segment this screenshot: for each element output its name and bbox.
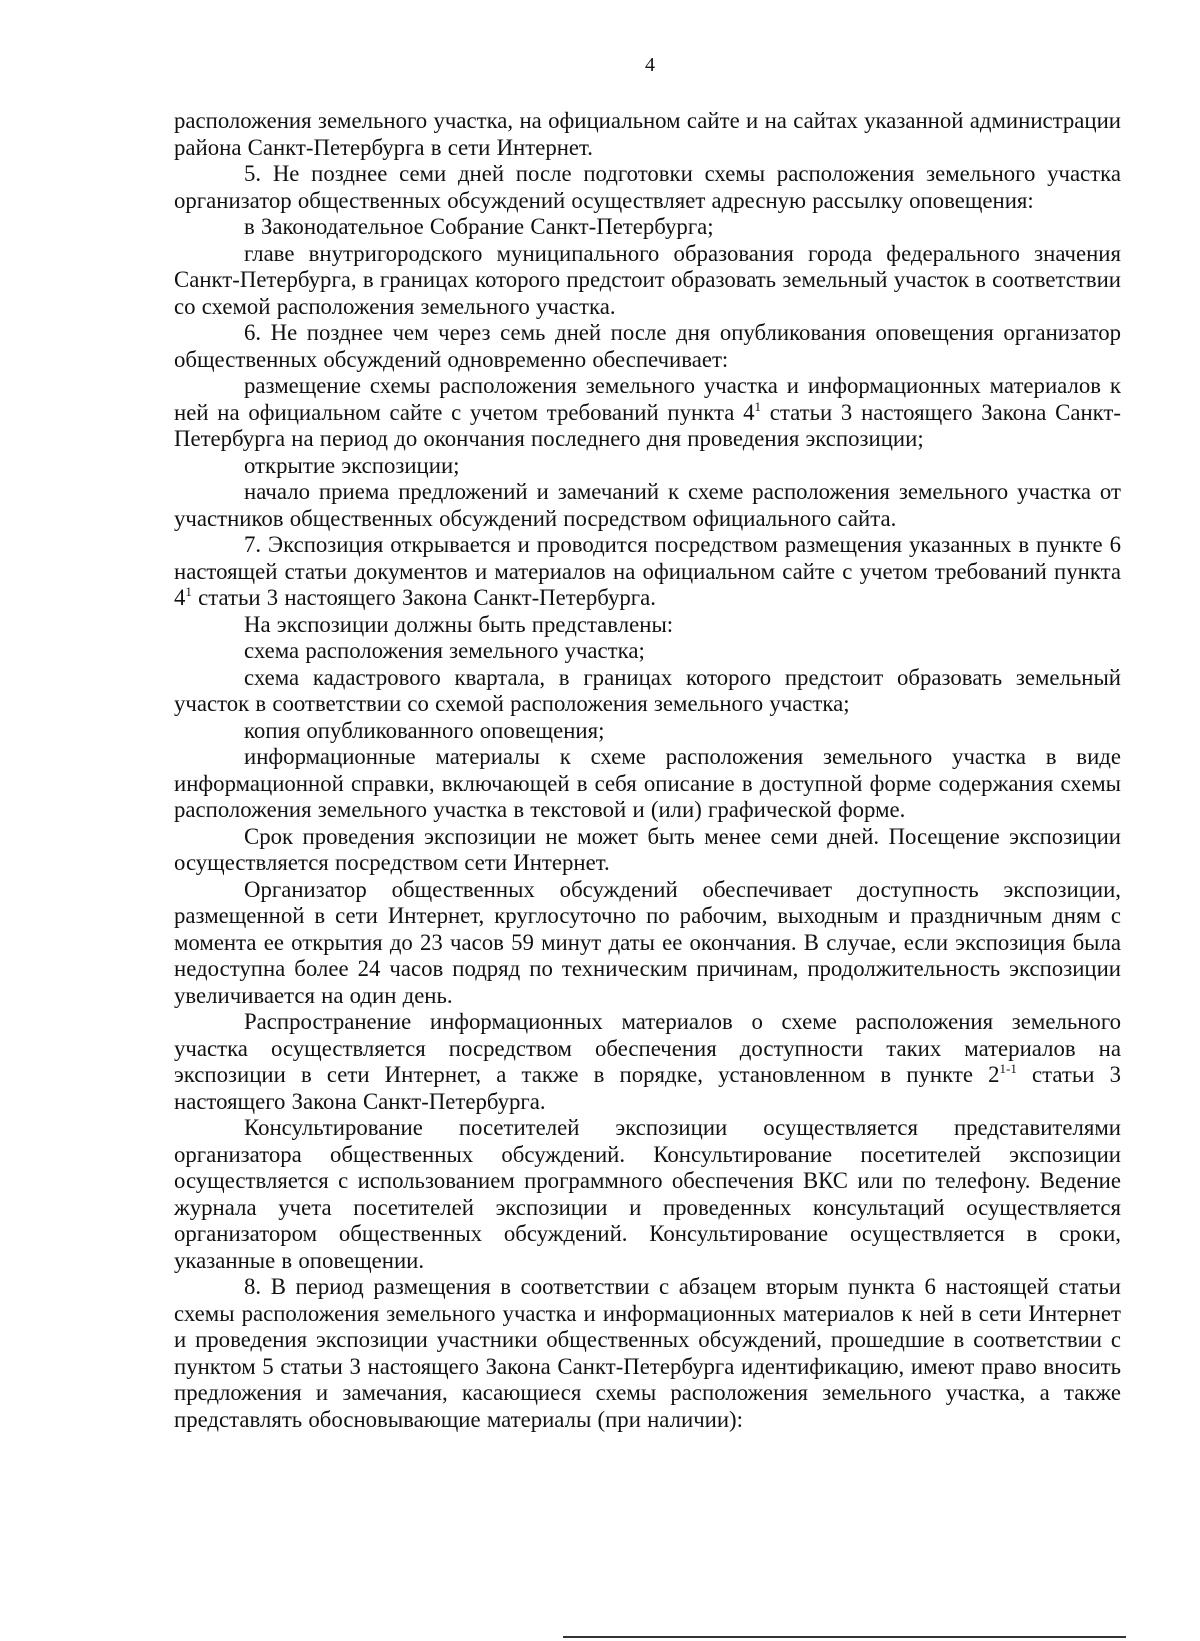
superscript: 1 (185, 584, 192, 599)
page-number: 4 (645, 54, 655, 76)
paragraph: схема кадастрового квартала, в границах которого предстоит образовать земельный участок в соответствии со схемой расположения земельного участка; (174, 664, 1121, 716)
paragraph: 5. Не позднее семи дней после подготовки схемы расположения земельного участка организатор общественных обсуждений осуществляет адресную рассылку оповещения: (174, 161, 1121, 213)
paragraph: в Законодательное Собрание Санкт-Петербурга; (244, 214, 714, 239)
superscript: 1 (754, 398, 761, 414)
paragraph: схема расположения земельного участка; (244, 638, 645, 663)
paragraph-text: статьи 3 настоящего Закона Санкт-Петербурга. (174, 1062, 1121, 1114)
paragraph: копия опубликованного оповещения; (244, 717, 605, 743)
superscript: 1-1 (999, 1061, 1017, 1076)
paragraph (174, 532, 1121, 612)
paragraph: На экспозиции должны быть представлены: (244, 611, 674, 637)
paragraph: 8. В период размещения в соответствии с абзацем вторым пункта 6 настоящей статьи схемы расположения земельного участка и информационных материалов к ней в сети Интернет и проведения экспозиции участники общественных обсуждений, прошедшие в соответствии с пунктом 5 статьи 3 настоящего Закона Санкт-Петербурга идентификацию, имеют право вносить предложения и замечания, касающиеся схемы расположения земельного участка, а также представлять обосновывающие материалы (при наличии): (174, 1274, 1121, 1432)
paragraph-text: Распространение информационных материалов о схеме расположения земельного участка осуществляется посредством обеспечения доступности таких материалов на экспозиции в сети Интернет, а также в порядке, установленном в пункте 2 (174, 1009, 1121, 1087)
paragraph: начало приема предложений и замечаний к схеме расположения земельного участка от участников общественных обсуждений посредством официального сайта. (174, 479, 1121, 531)
paragraph (174, 1009, 1121, 1115)
paragraph-text: статьи 3 настоящего Закона Санкт-Петербурга. (191, 585, 656, 610)
paragraph: расположения земельного участка, на официальном сайте и на сайтах указанной администрации района Санкт-Петербурга в сети Интернет. (174, 108, 1121, 160)
paragraph (174, 373, 1121, 453)
paragraph: информационные материалы к схеме расположения земельного участка в виде информационной справки, включающей в себя описание в доступной форме содержания схемы расположения земельного участка в текстовой и (или) графической форме. (174, 744, 1121, 822)
paragraph-text: размещение схемы расположения земельного участка и информационных материалов к ней на официальном сайте с учетом требований пункта 4 (174, 373, 1121, 425)
paragraph: главе внутригородского муниципального образования города федерального значения Санкт-Петербурга, в границах которого предстоит образовать земельный участок в соответствии со схемой расположения земельного участка. (174, 240, 1121, 319)
paragraph-text: 7. Экспозиция открывается и проводится посредством размещения указанных в пункте 6 настоящей статьи документов и материалов на официальном сайте с учетом требований пункта 4 (174, 532, 1121, 610)
document-body (174, 108, 1121, 1433)
paragraph: 6. Не позднее чем через семь дней после дня опубликования оповещения организатор общественных обсуждений одновременно обеспечивает: (174, 320, 1121, 372)
paragraph: Срок проведения экспозиции не может быть менее семи дней. Посещение экспозиции осуществляется посредством сети Интернет. (174, 823, 1121, 875)
paragraph: Организатор общественных обсуждений обеспечивает доступность экспозиции, размещенной в сети Интернет, круглосуточно по рабочим, выходным и праздничным дням с момента ее открытия до 23 часов 59 минут даты ее окончания. В случае, если экспозиция была недоступна более 24 часов подряд по техническим причинам, продолжительность экспозиции увеличивается на один день. (174, 876, 1121, 1008)
paragraph: открытие экспозиции; (244, 452, 460, 478)
paragraph: Консультирование посетителей экспозиции осуществляется представителями организатора общественных обсуждений. Консультирование посетителей экспозиции осуществляется с использованием программного обеспечения ВКС или по телефону. Ведение журнала учета посетителей экспозиции и проведенных консультаций осуществляется организатором общественных обсуждений. Консультирование осуществляется в сроки, указанные в оповещении. (174, 1115, 1121, 1273)
footer-divider (563, 1636, 1126, 1638)
paragraph-text: статьи 3 настоящего Закона Санкт-Петербурга на период до окончания последнего дня проведения экспозиции; (174, 399, 1121, 451)
